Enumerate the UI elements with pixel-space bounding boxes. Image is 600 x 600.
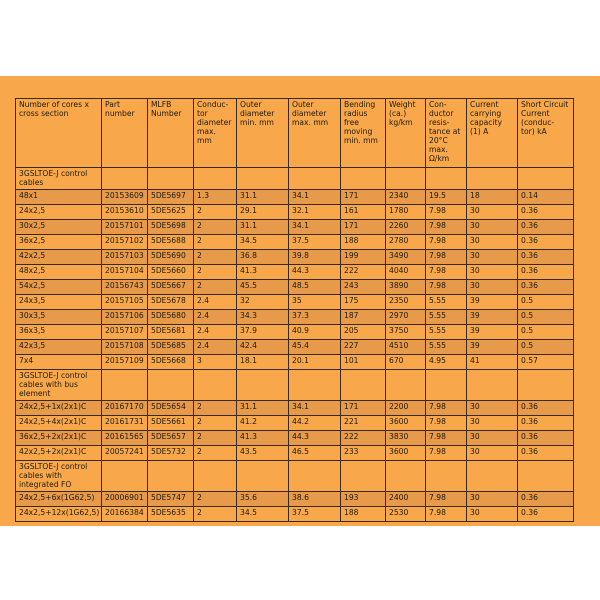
table-cell: 34.1 bbox=[289, 190, 341, 205]
table-cell: 1780 bbox=[386, 205, 426, 220]
table-cell: 222 bbox=[341, 431, 386, 446]
table-row bbox=[16, 492, 574, 507]
table-cell: 30 bbox=[467, 220, 518, 235]
col-header-outer-min: Outer diameter min. mm bbox=[237, 99, 289, 168]
table-row bbox=[16, 190, 574, 205]
table-cell: 0.36 bbox=[518, 507, 574, 522]
table-cell: 48x2,5 bbox=[16, 265, 102, 280]
table-cell: 30x2,5 bbox=[16, 220, 102, 235]
table-cell: 30 bbox=[467, 401, 518, 416]
table-row bbox=[16, 235, 574, 250]
table-cell: 0.36 bbox=[518, 431, 574, 446]
table-cell: 7x4 bbox=[16, 355, 102, 370]
table-cell: 221 bbox=[341, 416, 386, 431]
empty-cell bbox=[194, 461, 237, 492]
table-row bbox=[16, 340, 574, 355]
table-cell: 45.5 bbox=[237, 280, 289, 295]
table-cell: 36x2,5 bbox=[16, 235, 102, 250]
table-row bbox=[16, 431, 574, 446]
table-cell: 171 bbox=[341, 190, 386, 205]
section-header-row bbox=[16, 168, 574, 190]
table-cell: 20157107 bbox=[102, 325, 148, 340]
table-cell: 7.98 bbox=[426, 220, 467, 235]
table-cell: 0.36 bbox=[518, 220, 574, 235]
table-cell: 39 bbox=[467, 295, 518, 310]
table-cell: 0.36 bbox=[518, 265, 574, 280]
table-cell: 3750 bbox=[386, 325, 426, 340]
empty-cell bbox=[102, 168, 148, 190]
table-cell: 24x2,5+1x(2x1)C bbox=[16, 401, 102, 416]
table-cell: 32.1 bbox=[289, 205, 341, 220]
table-cell: 188 bbox=[341, 235, 386, 250]
table-row bbox=[16, 401, 574, 416]
col-header-weight: Weight (ca.) kg/km bbox=[386, 99, 426, 168]
table-cell: 670 bbox=[386, 355, 426, 370]
table-cell: 39 bbox=[467, 340, 518, 355]
table-cell: 243 bbox=[341, 280, 386, 295]
table-cell: 2 bbox=[194, 492, 237, 507]
table-cell: 5DE5732 bbox=[148, 446, 194, 461]
table-cell: 41 bbox=[467, 355, 518, 370]
empty-cell bbox=[467, 370, 518, 401]
table-cell: 0.36 bbox=[518, 492, 574, 507]
table-cell: 101 bbox=[341, 355, 386, 370]
col-header-outer-max: Outer diameter max. mm bbox=[289, 99, 341, 168]
table-cell: 2970 bbox=[386, 310, 426, 325]
empty-cell bbox=[386, 370, 426, 401]
table-row bbox=[16, 280, 574, 295]
table-cell: 20157105 bbox=[102, 295, 148, 310]
table-cell: 30 bbox=[467, 416, 518, 431]
empty-cell bbox=[426, 461, 467, 492]
table-cell: 2.4 bbox=[194, 340, 237, 355]
table-cell: 7.98 bbox=[426, 492, 467, 507]
table-cell: 2 bbox=[194, 205, 237, 220]
table-cell: 3490 bbox=[386, 250, 426, 265]
table-cell: 5DE5635 bbox=[148, 507, 194, 522]
table-cell: 20156743 bbox=[102, 280, 148, 295]
table-cell: 20157108 bbox=[102, 340, 148, 355]
table-cell: 7.98 bbox=[426, 431, 467, 446]
section-header-row bbox=[16, 461, 574, 492]
table-cell: 34.5 bbox=[237, 235, 289, 250]
empty-cell bbox=[148, 461, 194, 492]
table-cell: 7.98 bbox=[426, 205, 467, 220]
table-cell: 30 bbox=[467, 235, 518, 250]
table-cell: 2 bbox=[194, 250, 237, 265]
col-header-conductor-diameter: Conduc- tor diameter max. mm bbox=[194, 99, 237, 168]
table-cell: 5DE5698 bbox=[148, 220, 194, 235]
table-row bbox=[16, 325, 574, 340]
table-cell: 227 bbox=[341, 340, 386, 355]
empty-cell bbox=[194, 168, 237, 190]
table-cell: 20166384 bbox=[102, 507, 148, 522]
table-cell: 7.98 bbox=[426, 401, 467, 416]
table-cell: 31.1 bbox=[237, 190, 289, 205]
empty-cell bbox=[194, 370, 237, 401]
empty-cell bbox=[467, 168, 518, 190]
table-cell: 20161565 bbox=[102, 431, 148, 446]
table-cell: 20161731 bbox=[102, 416, 148, 431]
table-cell: 37.5 bbox=[289, 507, 341, 522]
table-cell: 5DE5657 bbox=[148, 431, 194, 446]
table-row bbox=[16, 295, 574, 310]
table-cell: 41.3 bbox=[237, 265, 289, 280]
table-cell: 0.57 bbox=[518, 355, 574, 370]
table-cell: 24x2,5 bbox=[16, 205, 102, 220]
table-cell: 37.5 bbox=[289, 235, 341, 250]
table-cell: 7.98 bbox=[426, 235, 467, 250]
empty-cell bbox=[426, 370, 467, 401]
table-cell: 42.4 bbox=[237, 340, 289, 355]
empty-cell bbox=[518, 461, 574, 492]
table-cell: 7.98 bbox=[426, 446, 467, 461]
table-cell: 2 bbox=[194, 401, 237, 416]
table-cell: 2200 bbox=[386, 401, 426, 416]
table-cell: 37.3 bbox=[289, 310, 341, 325]
table-body bbox=[16, 168, 574, 522]
table-cell: 30x3,5 bbox=[16, 310, 102, 325]
table-cell: 222 bbox=[341, 265, 386, 280]
empty-cell bbox=[341, 370, 386, 401]
table-cell: 175 bbox=[341, 295, 386, 310]
table-row bbox=[16, 446, 574, 461]
section-header-row bbox=[16, 370, 574, 401]
table-cell: 43.5 bbox=[237, 446, 289, 461]
table-cell: 42x3,5 bbox=[16, 340, 102, 355]
table-cell: 18 bbox=[467, 190, 518, 205]
table-cell: 5DE5625 bbox=[148, 205, 194, 220]
table-cell: 20157101 bbox=[102, 220, 148, 235]
empty-cell bbox=[467, 461, 518, 492]
table-cell: 36x2,5+2x(2x1)C bbox=[16, 431, 102, 446]
table-cell: 42x2,5 bbox=[16, 250, 102, 265]
table-cell: 199 bbox=[341, 250, 386, 265]
table-cell: 4.95 bbox=[426, 355, 467, 370]
table-cell: 4510 bbox=[386, 340, 426, 355]
table-cell: 30 bbox=[467, 492, 518, 507]
table-cell: 34.1 bbox=[289, 401, 341, 416]
table-cell: 29.1 bbox=[237, 205, 289, 220]
table-cell: 5DE5690 bbox=[148, 250, 194, 265]
table-cell: 0.36 bbox=[518, 416, 574, 431]
table-cell: 35 bbox=[289, 295, 341, 310]
table-cell: 0.5 bbox=[518, 310, 574, 325]
table-cell: 30 bbox=[467, 446, 518, 461]
table-row bbox=[16, 416, 574, 431]
table-cell: 31.1 bbox=[237, 401, 289, 416]
table-cell: 2340 bbox=[386, 190, 426, 205]
table-cell: 30 bbox=[467, 265, 518, 280]
table-cell: 0.14 bbox=[518, 190, 574, 205]
table-row bbox=[16, 310, 574, 325]
table-cell: 20157106 bbox=[102, 310, 148, 325]
table-cell: 45.4 bbox=[289, 340, 341, 355]
table-cell: 5DE5681 bbox=[148, 325, 194, 340]
table-cell: 44.2 bbox=[289, 416, 341, 431]
table-cell: 36.8 bbox=[237, 250, 289, 265]
empty-cell bbox=[289, 168, 341, 190]
table-cell: 2 bbox=[194, 446, 237, 461]
table-cell: 7.98 bbox=[426, 416, 467, 431]
table-cell: 5.55 bbox=[426, 310, 467, 325]
table-cell: 0.36 bbox=[518, 446, 574, 461]
table-cell: 32 bbox=[237, 295, 289, 310]
table-cell: 5DE5697 bbox=[148, 190, 194, 205]
table-row bbox=[16, 507, 574, 522]
table-cell: 37.9 bbox=[237, 325, 289, 340]
table-cell: 31.1 bbox=[237, 220, 289, 235]
table-cell: 2.4 bbox=[194, 295, 237, 310]
table-cell: 18.1 bbox=[237, 355, 289, 370]
empty-cell bbox=[289, 370, 341, 401]
table-cell: 39.8 bbox=[289, 250, 341, 265]
table-cell: 38.6 bbox=[289, 492, 341, 507]
table-cell: 24x2,5+6x(1G62,5) bbox=[16, 492, 102, 507]
table-cell: 5.55 bbox=[426, 295, 467, 310]
col-header-short-circuit: Short Circuit Current (conduc- tor) kA bbox=[518, 99, 574, 168]
table-cell: 2 bbox=[194, 235, 237, 250]
empty-cell bbox=[237, 168, 289, 190]
table-cell: 0.36 bbox=[518, 205, 574, 220]
table-cell: 2 bbox=[194, 280, 237, 295]
table-cell: 7.98 bbox=[426, 280, 467, 295]
col-header-mlfb: MLFB Number bbox=[148, 99, 194, 168]
empty-cell bbox=[289, 461, 341, 492]
empty-cell bbox=[518, 168, 574, 190]
empty-cell bbox=[148, 168, 194, 190]
table-cell: 7.98 bbox=[426, 507, 467, 522]
table-row bbox=[16, 250, 574, 265]
table-cell: 41.3 bbox=[237, 431, 289, 446]
table-cell: 187 bbox=[341, 310, 386, 325]
table-cell: 3600 bbox=[386, 446, 426, 461]
col-header-resistance: Con- ductor resis- tance at 20°C max. Ω/km bbox=[426, 99, 467, 168]
table-cell: 2260 bbox=[386, 220, 426, 235]
table-cell: 35.6 bbox=[237, 492, 289, 507]
table-cell: 24x3,5 bbox=[16, 295, 102, 310]
table-cell: 5DE5747 bbox=[148, 492, 194, 507]
table-cell: 2780 bbox=[386, 235, 426, 250]
table-cell: 4040 bbox=[386, 265, 426, 280]
empty-cell bbox=[426, 168, 467, 190]
table-cell: 5DE5667 bbox=[148, 280, 194, 295]
table-cell: 5.55 bbox=[426, 325, 467, 340]
empty-cell bbox=[341, 168, 386, 190]
table-cell: 205 bbox=[341, 325, 386, 340]
table-cell: 44.3 bbox=[289, 431, 341, 446]
table-cell: 233 bbox=[341, 446, 386, 461]
table-row bbox=[16, 205, 574, 220]
empty-cell bbox=[237, 370, 289, 401]
col-header-current-capacity: Current carrying capacity (1) A bbox=[467, 99, 518, 168]
empty-cell bbox=[237, 461, 289, 492]
table-cell: 2 bbox=[194, 431, 237, 446]
table-cell: 2 bbox=[194, 265, 237, 280]
table-cell: 3830 bbox=[386, 431, 426, 446]
table-cell: 20157104 bbox=[102, 265, 148, 280]
table-cell: 20153609 bbox=[102, 190, 148, 205]
section-title: 3GSLTOE-J control cables with integrated FO bbox=[16, 461, 102, 492]
table-cell: 2400 bbox=[386, 492, 426, 507]
section-title: 3GSLTOE-J control cables bbox=[16, 168, 102, 190]
empty-cell bbox=[102, 370, 148, 401]
table-cell: 2 bbox=[194, 416, 237, 431]
table-cell: 5DE5688 bbox=[148, 235, 194, 250]
table-cell: 193 bbox=[341, 492, 386, 507]
table-cell: 20167170 bbox=[102, 401, 148, 416]
empty-cell bbox=[518, 370, 574, 401]
table-cell: 20153610 bbox=[102, 205, 148, 220]
table-cell: 30 bbox=[467, 507, 518, 522]
empty-cell bbox=[386, 168, 426, 190]
table-cell: 0.36 bbox=[518, 250, 574, 265]
table-cell: 34.1 bbox=[289, 220, 341, 235]
table-cell: 39 bbox=[467, 310, 518, 325]
table-cell: 171 bbox=[341, 401, 386, 416]
table-cell: 2.4 bbox=[194, 310, 237, 325]
table-cell: 188 bbox=[341, 507, 386, 522]
table-cell: 2 bbox=[194, 507, 237, 522]
table-cell: 3890 bbox=[386, 280, 426, 295]
table-cell: 7.98 bbox=[426, 265, 467, 280]
table-cell: 20157102 bbox=[102, 235, 148, 250]
col-header-part-number: Part number bbox=[102, 99, 148, 168]
table-cell: 5DE5680 bbox=[148, 310, 194, 325]
table-cell: 36x3,5 bbox=[16, 325, 102, 340]
table-cell: 30 bbox=[467, 280, 518, 295]
empty-cell bbox=[148, 370, 194, 401]
table-cell: 5DE5654 bbox=[148, 401, 194, 416]
table-cell: 5DE5668 bbox=[148, 355, 194, 370]
col-header-cores: Number of cores x cross section bbox=[16, 99, 102, 168]
table-cell: 5.55 bbox=[426, 340, 467, 355]
table-cell: 3 bbox=[194, 355, 237, 370]
table-cell: 54x2,5 bbox=[16, 280, 102, 295]
table-cell: 7.98 bbox=[426, 250, 467, 265]
table-cell: 48x1 bbox=[16, 190, 102, 205]
table-cell: 39 bbox=[467, 325, 518, 340]
cable-spec-table bbox=[15, 98, 574, 522]
col-header-bending-radius: Bending radius free moving min. mm bbox=[341, 99, 386, 168]
table-cell: 161 bbox=[341, 205, 386, 220]
table-cell: 0.5 bbox=[518, 340, 574, 355]
table-cell: 34.3 bbox=[237, 310, 289, 325]
table-cell: 2350 bbox=[386, 295, 426, 310]
empty-cell bbox=[102, 461, 148, 492]
table-cell: 0.36 bbox=[518, 235, 574, 250]
header-row bbox=[16, 99, 574, 168]
table-cell: 2530 bbox=[386, 507, 426, 522]
table-cell: 41.2 bbox=[237, 416, 289, 431]
table-cell: 42x2,5+2x(2x1)C bbox=[16, 446, 102, 461]
table-row bbox=[16, 355, 574, 370]
table-cell: 34.5 bbox=[237, 507, 289, 522]
table-cell: 30 bbox=[467, 205, 518, 220]
table-row bbox=[16, 220, 574, 235]
table-cell: 30 bbox=[467, 250, 518, 265]
table-cell: 40.9 bbox=[289, 325, 341, 340]
table-cell: 0.5 bbox=[518, 325, 574, 340]
empty-cell bbox=[341, 461, 386, 492]
table-cell: 5DE5685 bbox=[148, 340, 194, 355]
table-cell: 20157109 bbox=[102, 355, 148, 370]
table-cell: 0.36 bbox=[518, 401, 574, 416]
table-cell: 46.5 bbox=[289, 446, 341, 461]
table-cell: 44.3 bbox=[289, 265, 341, 280]
table-cell: 20057241 bbox=[102, 446, 148, 461]
table-cell: 24x2,5+12x(1G62,5) bbox=[16, 507, 102, 522]
table-cell: 5DE5660 bbox=[148, 265, 194, 280]
table-cell: 0.5 bbox=[518, 295, 574, 310]
table-cell: 20006901 bbox=[102, 492, 148, 507]
table-cell: 3600 bbox=[386, 416, 426, 431]
empty-cell bbox=[386, 461, 426, 492]
section-title: 3GSLTOE-J control cables with bus element bbox=[16, 370, 102, 401]
table-row bbox=[16, 265, 574, 280]
table-cell: 19.5 bbox=[426, 190, 467, 205]
table-cell: 30 bbox=[467, 431, 518, 446]
table-cell: 1.3 bbox=[194, 190, 237, 205]
table-cell: 2 bbox=[194, 220, 237, 235]
table-cell: 2.4 bbox=[194, 325, 237, 340]
table-cell: 48.5 bbox=[289, 280, 341, 295]
table-cell: 20.1 bbox=[289, 355, 341, 370]
table-cell: 5DE5678 bbox=[148, 295, 194, 310]
table-cell: 20157103 bbox=[102, 250, 148, 265]
table-cell: 171 bbox=[341, 220, 386, 235]
table-cell: 0.36 bbox=[518, 280, 574, 295]
table-cell: 24x2,5+4x(2x1)C bbox=[16, 416, 102, 431]
table-cell: 5DE5661 bbox=[148, 416, 194, 431]
